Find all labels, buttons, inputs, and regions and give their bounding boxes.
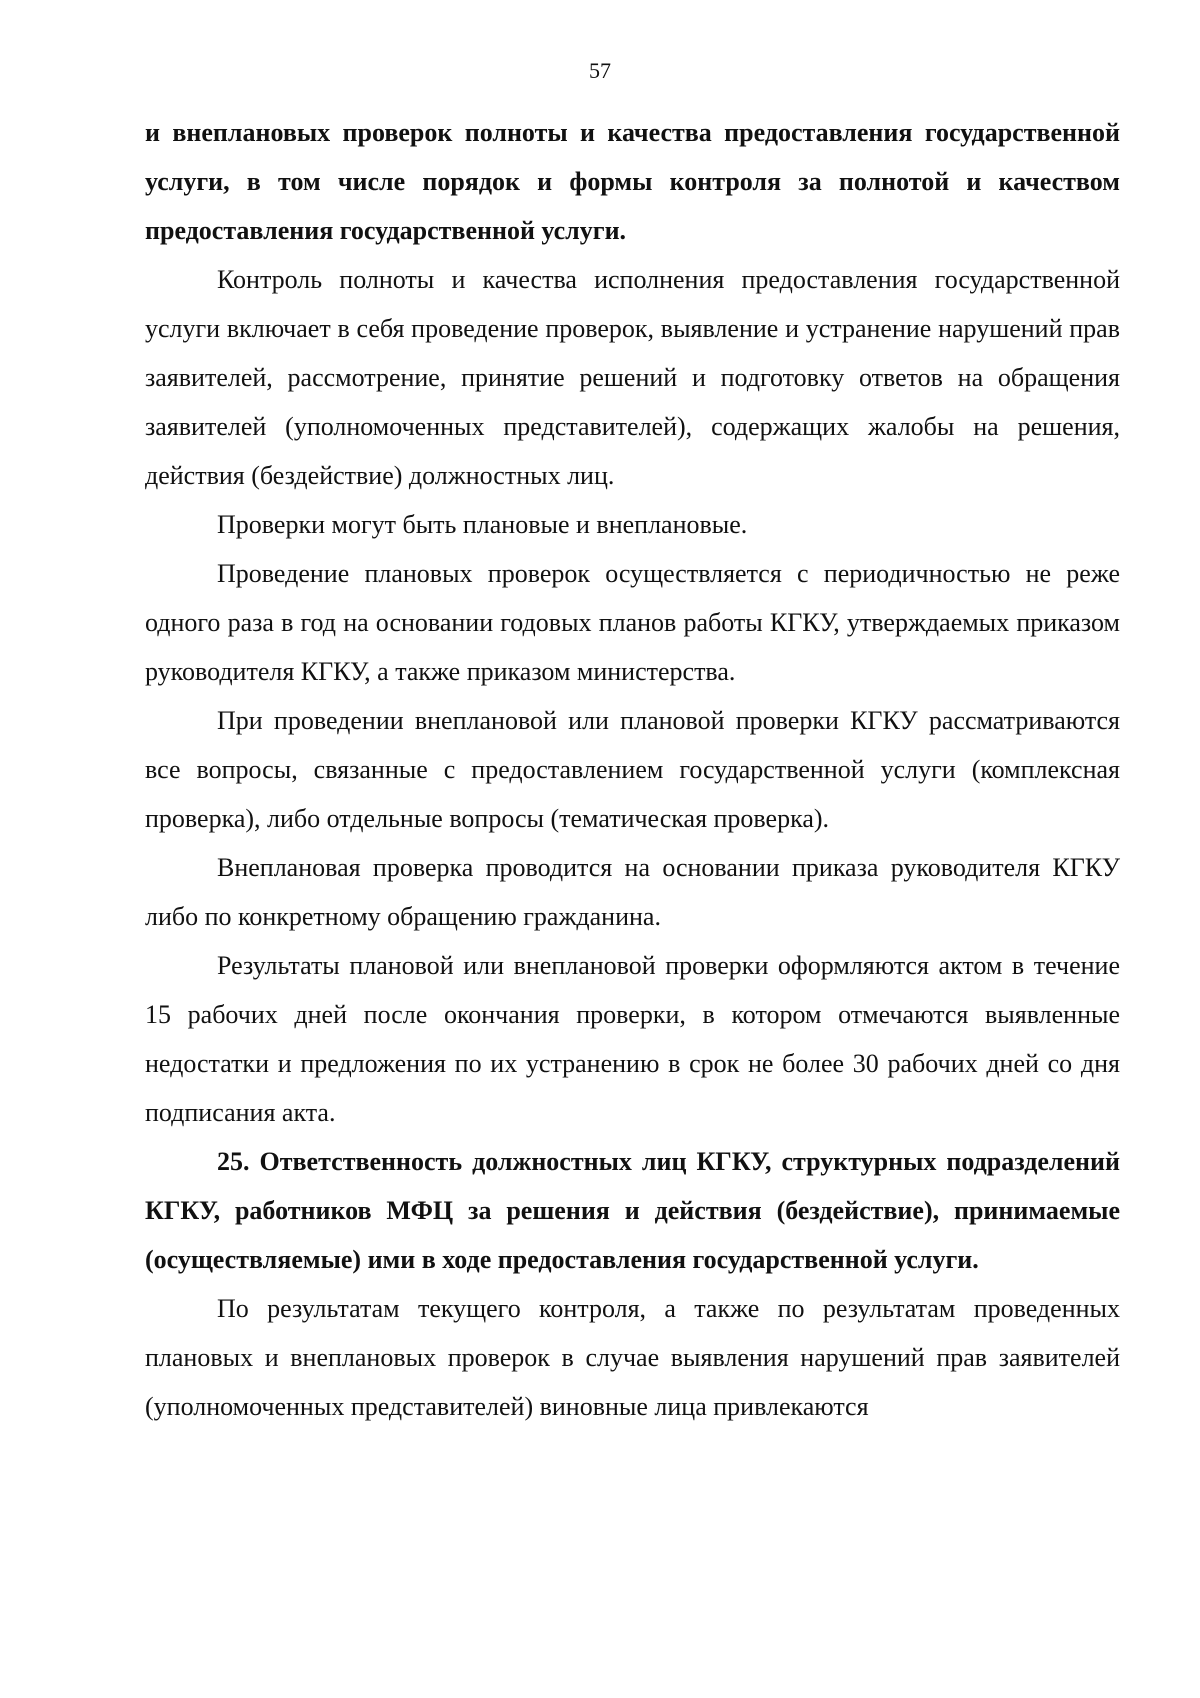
section-heading-continued: и внеплановых проверок полноты и качества предоставления государственной услуги, в том числе порядок и формы контроля за полнотой и качеством предоставления государственной услуги. (145, 118, 1120, 245)
paragraph-inspection-questions: При проведении внеплановой или плановой проверки КГКУ рассматриваются все вопросы, связанные с предоставлением государственной услуги (комплексная проверка), либо отдельные вопросы (тематическая проверка). (145, 706, 1120, 833)
paragraph-inspection-types: Проверки могут быть плановые и внеплановые. (217, 510, 748, 539)
paragraph-liability: По результатам текущего контроля, а также по результатам проведенных плановых и внеплановых проверок в случае выявления нарушений прав заявителей (уполномоченных представителей) виновные лица привлекаются (145, 1294, 1120, 1421)
paragraph-control-scope: Контроль полноты и качества исполнения предоставления государственной услуги включает в себя проведение проверок, выявление и устранение нарушений прав заявителей, рассмотрение, принятие решений и подготовку ответов на обращения заявителей (уполномоченных представителей), содержащих жалобы на решения, действия (бездействие) должностных лиц. (145, 265, 1120, 490)
paragraph-planned-inspections: Проведение плановых проверок осуществляется с периодичностью не реже одного раза в год на основании годовых планов работы КГКУ, утверждаемых приказом руководителя КГКУ, а также приказом министерства. (145, 559, 1120, 686)
paragraph-unscheduled-inspection: Внеплановая проверка проводится на основании приказа руководителя КГКУ либо по конкретному обращению гражданина. (145, 853, 1120, 931)
paragraph-inspection-results: Результаты плановой или внеплановой проверки оформляются актом в течение 15 рабочих дней после окончания проверки, в котором отмечаются выявленные недостатки и предложения по их устранению в срок не более 30 рабочих дней со дня подписания акта. (145, 951, 1120, 1127)
page-number: 57 (589, 58, 611, 83)
document-body (145, 108, 1120, 1431)
section-heading-25: 25. Ответственность должностных лиц КГКУ, структурных подразделений КГКУ, работников МФЦ за решения и действия (бездействие), принимаемые (осуществляемые) ими в ходе предоставления государственной услуги. (145, 1147, 1120, 1274)
